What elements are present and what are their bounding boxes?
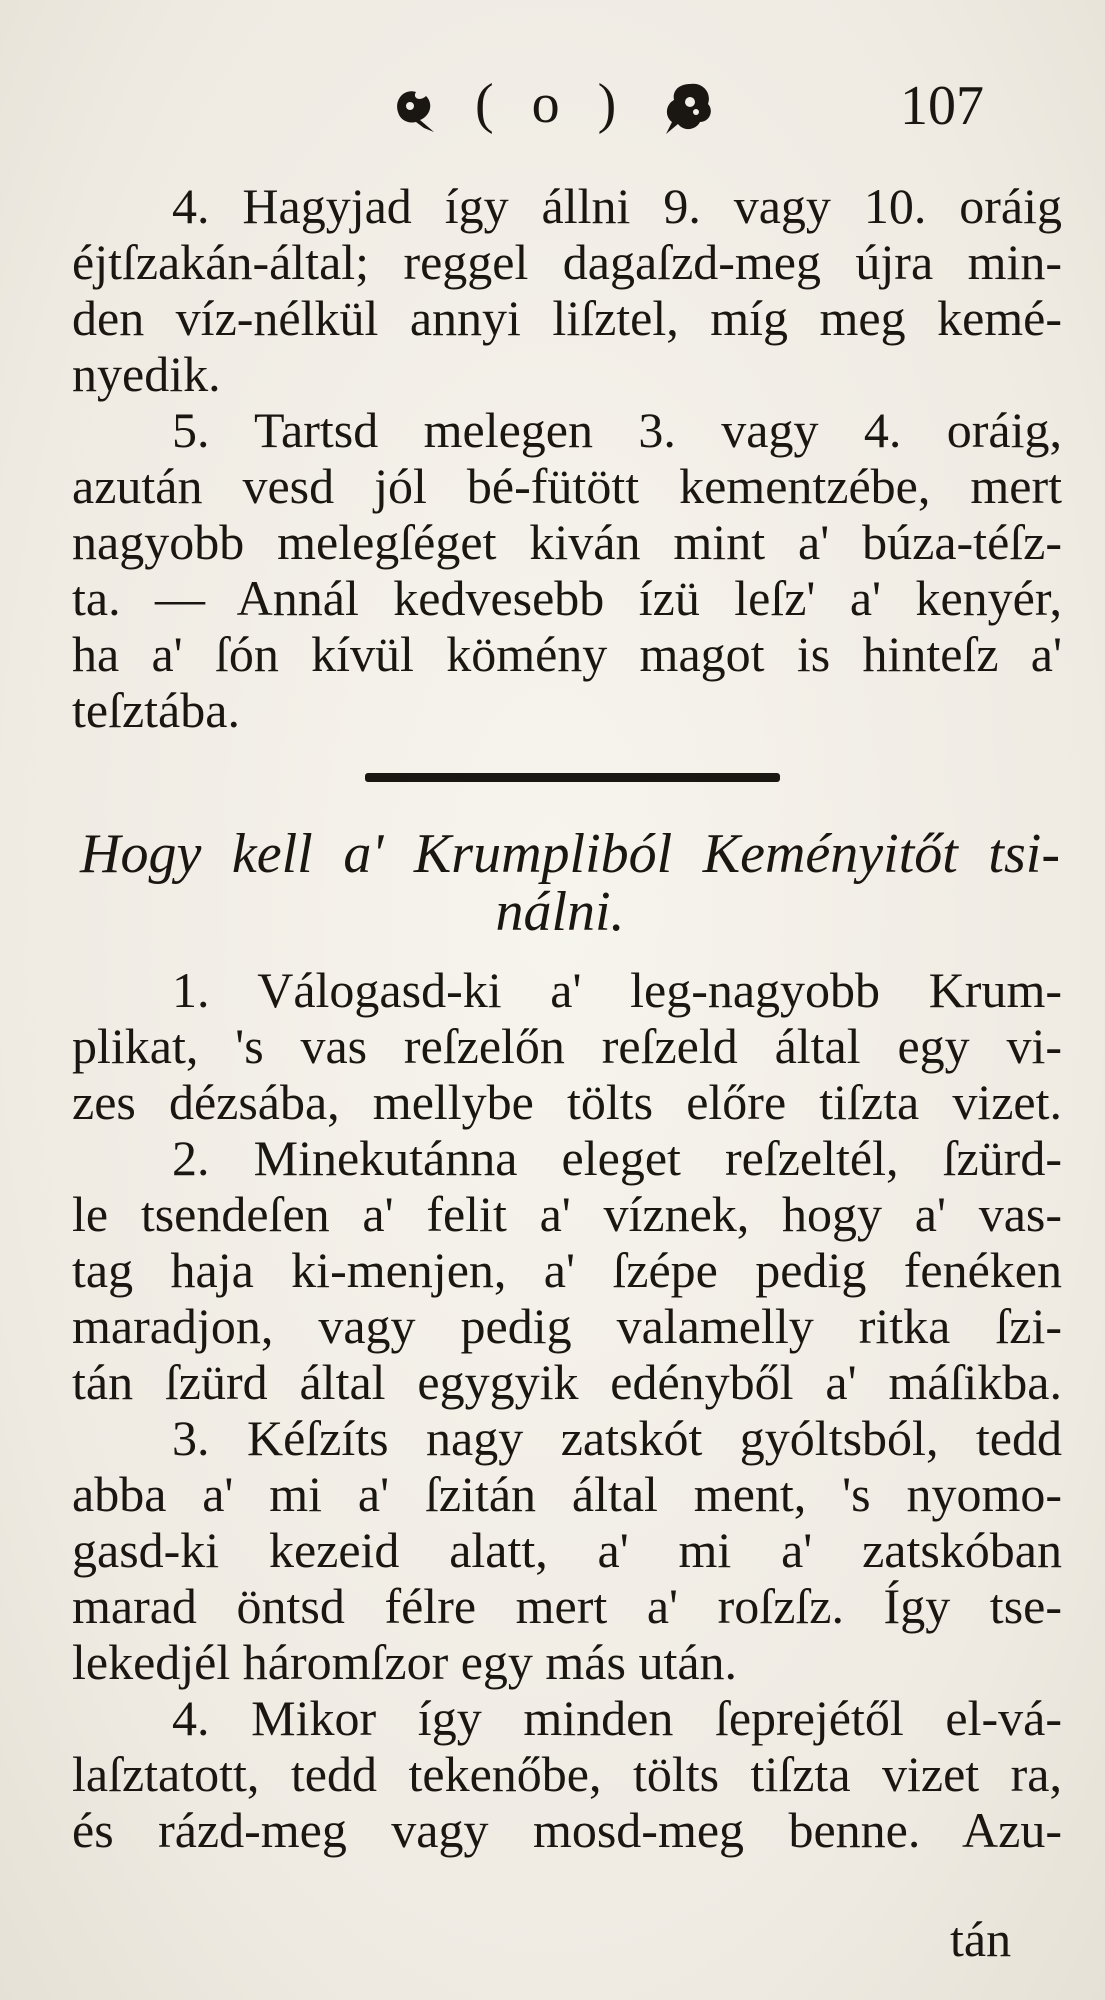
text-line: nagyobb melegſéget kiván mint a' búza-téſz- bbox=[72, 514, 1062, 570]
text-line: azután vesd jól bé-fütött kementzébe, mert bbox=[72, 458, 1062, 514]
text-line: tag haja ki-menjen, a' ſzépe pedig fenéken bbox=[72, 1242, 1062, 1298]
text-line: gasd-ki kezeid alatt, a' mi a' zatskóban bbox=[72, 1522, 1062, 1578]
text-line: 2. Minekutánna eleget reſzeltél, ſzürd- bbox=[172, 1130, 1062, 1186]
section-divider bbox=[365, 773, 780, 782]
text-line: laſztatott, tedd tekenőbe, tölts tiſzta vizet ra, bbox=[72, 1746, 1062, 1802]
text-line: 1. Válogasd-ki a' leg-nagyobb Krum- bbox=[172, 962, 1062, 1018]
catchword: tán bbox=[950, 1911, 1012, 1967]
signature-mark: ( o ) bbox=[475, 73, 629, 135]
text-line: abba a' mi a' ſzitán által ment, 's nyomo- bbox=[72, 1466, 1062, 1522]
text-line: és rázd-meg vagy mosd-meg benne. Azu- bbox=[72, 1802, 1062, 1858]
text-line: zes dézsába, mellybe tölts előre tiſzta vizet. bbox=[72, 1074, 1062, 1130]
text-line: ta. — Annál kedvesebb ízü leſz' a' kenyér, bbox=[72, 570, 1062, 626]
text-line: 5. Tartsd melegen 3. vagy 4. oráig, bbox=[172, 402, 1062, 458]
section-heading bbox=[60, 825, 1060, 941]
text-line: marad öntsd félre mert a' roſzſz. Így tse- bbox=[72, 1578, 1062, 1634]
text-line: 4. Hagyjad így állni 9. vagy 10. oráig bbox=[172, 178, 1062, 234]
heading-line: Hogy kell a' Krumpliból Keményitőt tsi- bbox=[80, 823, 1060, 885]
text-line: lekedjél háromſzor egy más után. bbox=[72, 1634, 738, 1690]
text-line: tán ſzürd által egygyik edényből a' máſikba. bbox=[72, 1354, 1062, 1410]
text-line: teſztába. bbox=[72, 682, 240, 738]
text-line: éjtſzakán-által; reggel dagaſzd-meg újra min- bbox=[72, 234, 1062, 290]
fleuron-right-icon bbox=[660, 78, 718, 138]
text-line: nyedik. bbox=[72, 346, 221, 402]
fleuron-left-icon bbox=[390, 82, 444, 134]
text-line: 3. Kéſzíts nagy zatskót gyóltsból, tedd bbox=[172, 1410, 1062, 1466]
text-line: plikat, 's vas reſzelőn reſzeld által egy vi- bbox=[72, 1018, 1062, 1074]
section-starch-text bbox=[72, 962, 1062, 1858]
text-line: ha a' ſón kívül kömény magot is hinteſz a' bbox=[72, 626, 1062, 682]
page-header bbox=[390, 72, 1010, 152]
text-line: 4. Mikor így minden ſeprejétől el-vá- bbox=[172, 1690, 1062, 1746]
heading-line: nálni. bbox=[495, 881, 625, 943]
text-line: den víz-nélkül annyi liſztel, míg meg kemé- bbox=[72, 290, 1062, 346]
page-number: 107 bbox=[900, 75, 984, 137]
text-line: le tsendeſen a' felit a' víznek, hogy a' vas- bbox=[72, 1186, 1062, 1242]
text-line: maradjon, vagy pedig valamelly ritka ſzi- bbox=[72, 1298, 1062, 1354]
section-bread-text bbox=[72, 178, 1062, 738]
